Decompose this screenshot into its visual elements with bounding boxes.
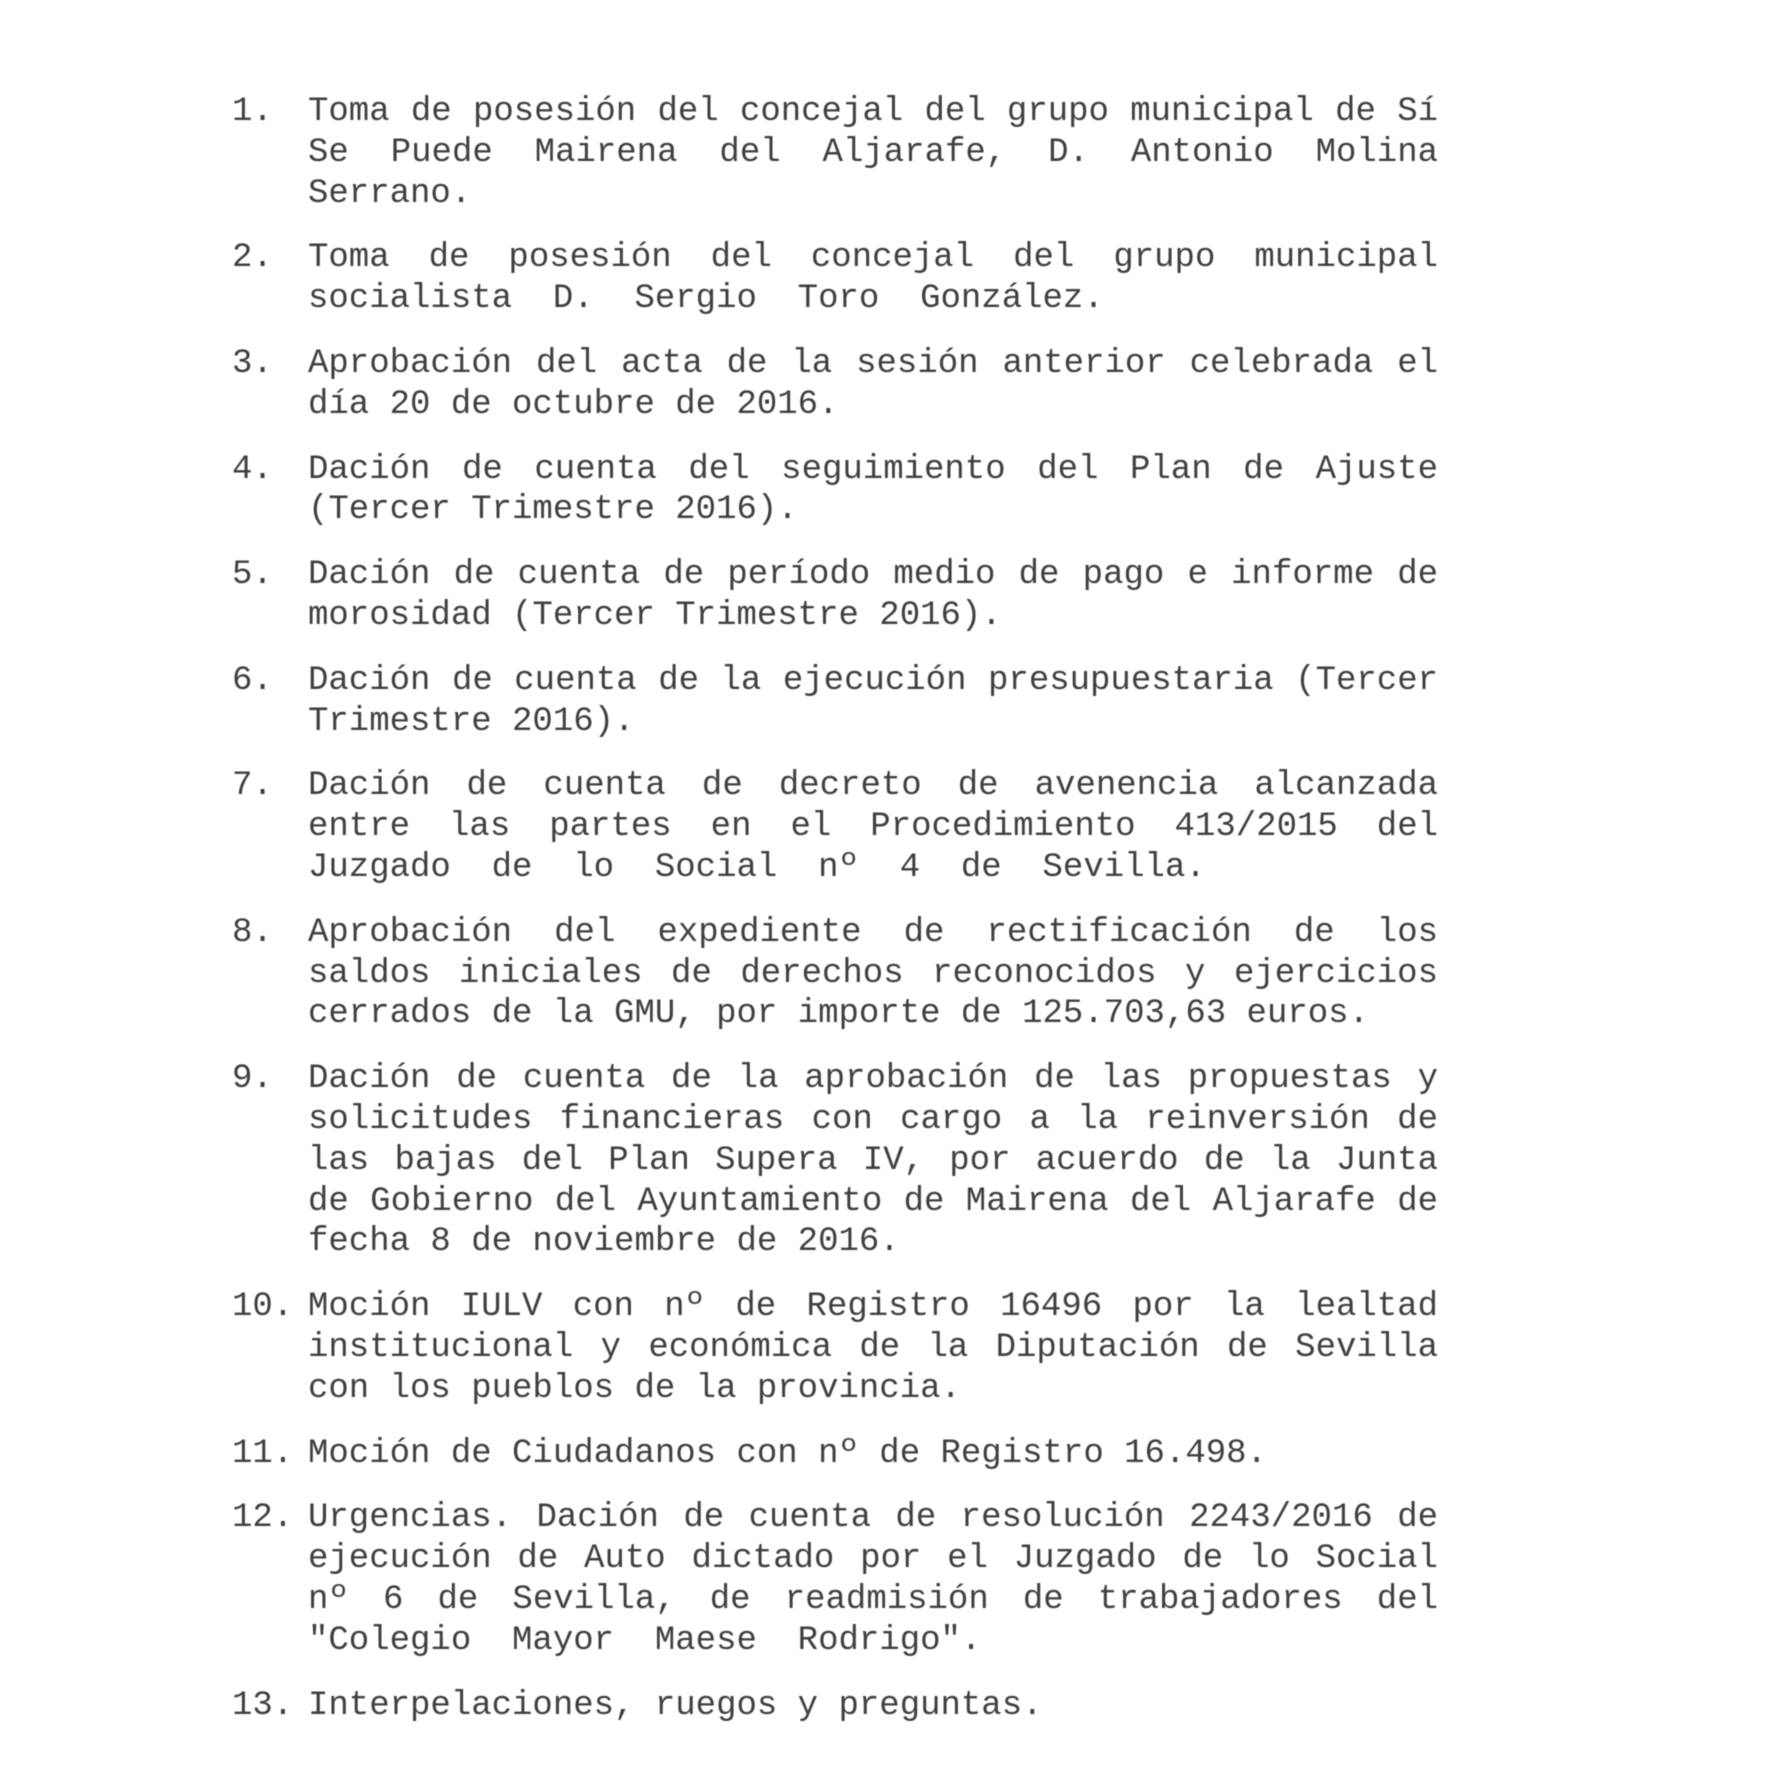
agenda-item: [232, 344, 1772, 426]
item-text: Moción IULV con nº de Registro 16496 por la lealtad institucional y económica de la Diputación de Sevilla con los pueblos de la provincia.: [308, 1288, 1459, 1408]
item-text: Dación de cuenta de la ejecución presupuestaria (Tercer Trimestre 2016).: [308, 661, 1459, 741]
item-number: 1.: [232, 93, 273, 131]
item-text: Dación de cuenta del seguimiento del Plan de Ajuste (Tercer Trimestre 2016).: [308, 450, 1459, 530]
item-text: Aprobación del acta de la sesión anterior celebrada el día 20 de octubre de 2016.: [308, 344, 1459, 424]
agenda-item: [232, 913, 1772, 1035]
item-number: 5.: [232, 556, 273, 595]
agenda-item: [232, 1434, 1772, 1475]
agenda-item: [232, 766, 1772, 888]
item-text: Toma de posesión del concejal del grupo municipal de Sí Se Puede Mairena del Aljarafe, D. Antonio Molina Serrano.: [308, 93, 1459, 213]
agenda-item: [232, 238, 1772, 320]
item-text: Moción de Ciudadanos con nº de Registro 16.498.: [308, 1434, 1267, 1473]
item-number: 11.: [232, 1434, 294, 1473]
agenda-item: [232, 1686, 1772, 1727]
item-number: 2.: [232, 239, 273, 278]
item-text: Dación de cuenta de la aprobación de las propuestas y solicitudes financieras con cargo a la reinversión de las bajas del Plan Supera IV, por acuerdo de la Junta de Gobierno del Ayuntamiento de Mairena del Aljarafe de fecha 8 de noviembre de 2016.: [308, 1060, 1459, 1262]
agenda-item: [232, 1287, 1772, 1409]
item-number: 10.: [232, 1288, 294, 1327]
item-number: 13.: [232, 1686, 294, 1725]
item-text: Aprobación del expediente de rectificación de los saldos iniciales de derechos reconocidos y ejercicios cerrados de la GMU, por importe de 125.703,63 euros.: [308, 913, 1459, 1034]
agenda-item: [232, 661, 1772, 743]
agenda-item: [232, 1498, 1772, 1661]
item-number: 8.: [232, 913, 273, 952]
item-number: 4.: [232, 450, 273, 489]
item-text: Toma de posesión del concejal del grupo municipal socialista D. Sergio Toro González.: [308, 239, 1459, 319]
item-number: 3.: [232, 344, 273, 383]
item-text: Interpelaciones, ruegos y preguntas.: [308, 1686, 1043, 1725]
agenda-item: [232, 450, 1772, 532]
item-number: 12.: [232, 1499, 294, 1538]
item-number: 7.: [232, 767, 273, 806]
agenda-item: [232, 1059, 1772, 1263]
agenda-item: [232, 92, 1772, 214]
item-text: Urgencias. Dación de cuenta de resolución 2243/2016 de ejecución de Auto dictado por el Juzgado de lo Social nº 6 de Sevilla, de readmisión de trabajadores del "Colegio Mayor Maese Rodrigo".: [308, 1499, 1459, 1660]
item-number: 6.: [232, 661, 273, 700]
item-text: Dación de cuenta de decreto de avenencia alcanzada entre las partes en el Procedimiento 413/2015 del Juzgado de lo Social nº 4 de Sevilla.: [308, 767, 1459, 887]
item-number: 9.: [232, 1060, 273, 1099]
agenda-item: [232, 555, 1772, 637]
item-text: Dación de cuenta de período medio de pago e informe de morosidad (Tercer Trimestre 2016).: [308, 556, 1459, 635]
